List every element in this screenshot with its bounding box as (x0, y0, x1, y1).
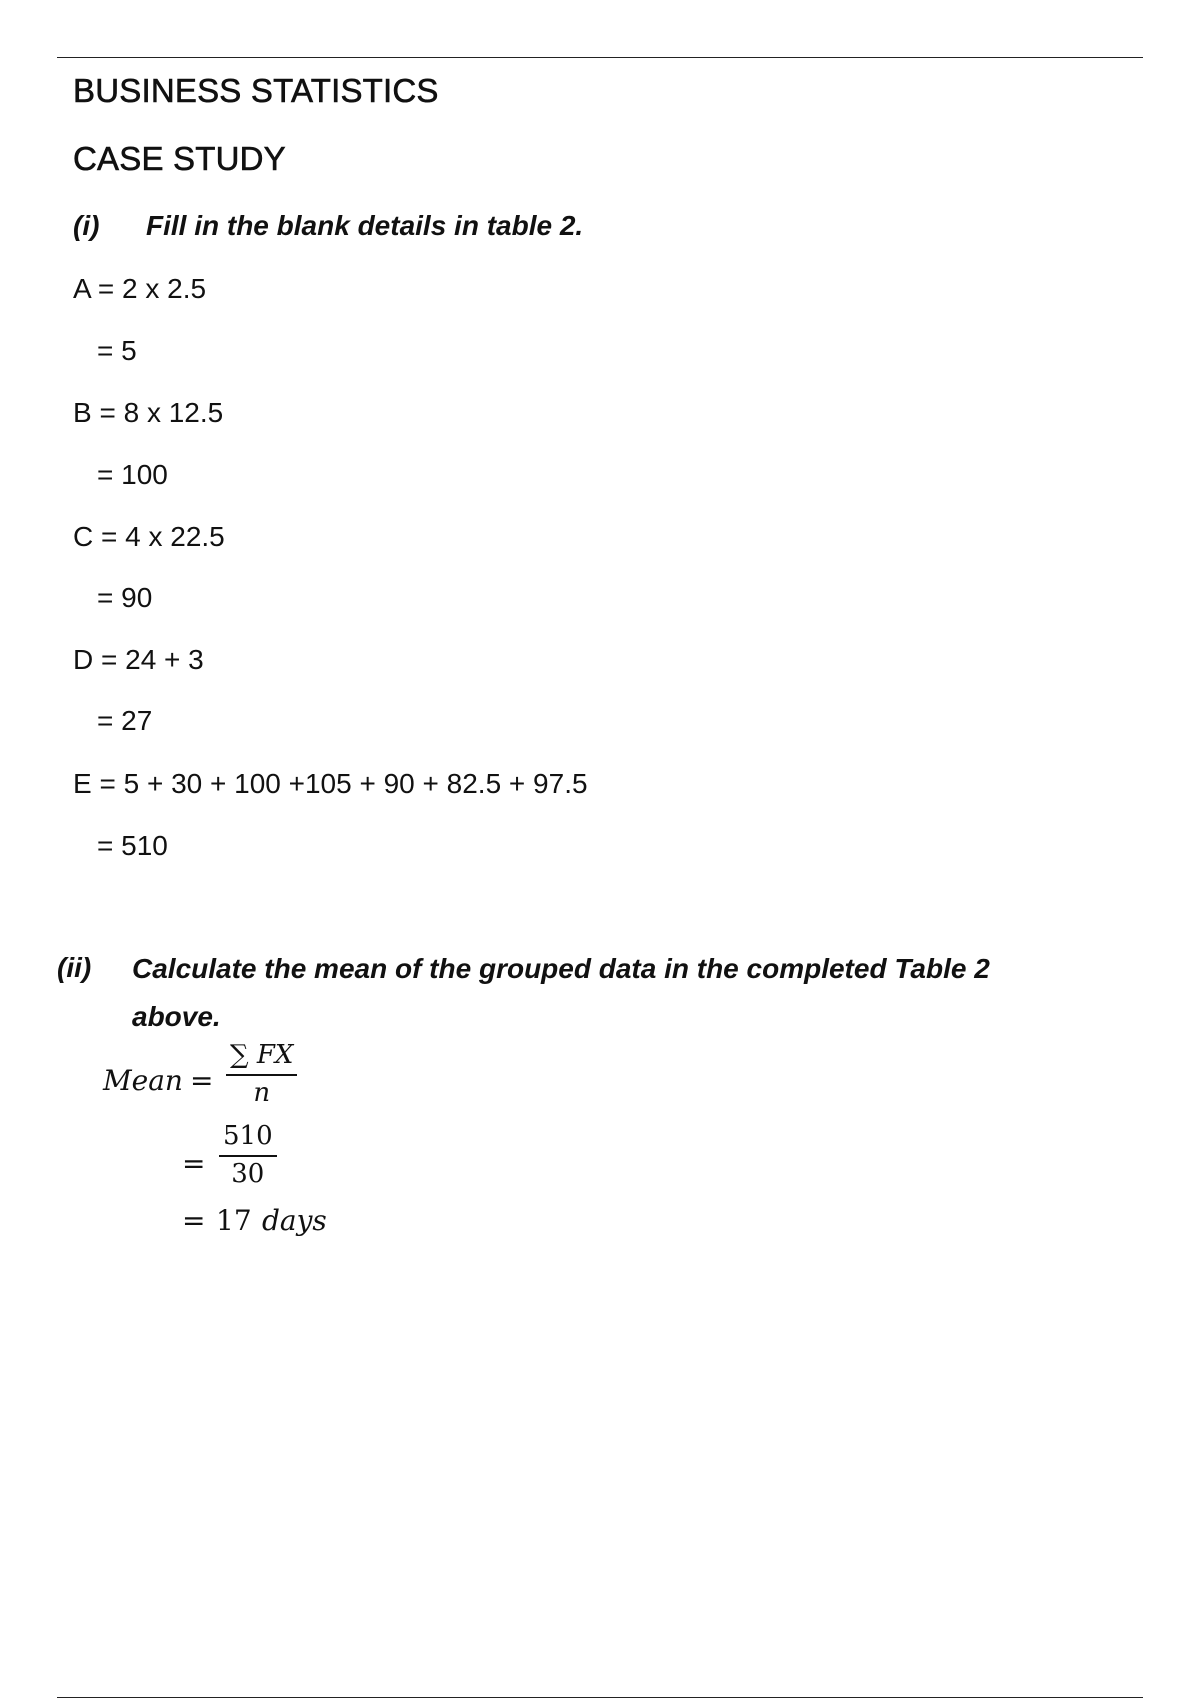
mean-label: Mean (103, 1064, 183, 1097)
calc-line-d-result: = 27 (97, 705, 153, 736)
document-title: BUSINESS STATISTICS (73, 72, 439, 109)
result-value: 17 (216, 1204, 252, 1237)
calc-line-b-result: = 100 (97, 459, 168, 490)
equals-sign-3: = (182, 1204, 206, 1237)
calc-line-a-result: = 5 (97, 335, 137, 366)
calc-line-c: C = 4 x 22.5 (73, 521, 225, 552)
fraction-2-denominator: 30 (231, 1159, 265, 1189)
equals-sign-1: = (190, 1064, 214, 1097)
calc-line-b: B = 8 x 12.5 (73, 397, 224, 428)
bottom-rule (57, 1697, 1143, 1698)
sum-fx-over-n-fraction (226, 1040, 297, 1108)
calc-line-e-result: = 510 (97, 830, 168, 861)
question-2-text-line-1: Calculate the mean of the grouped data in the completed Table 2 (132, 953, 990, 984)
510-over-30-fraction (219, 1121, 277, 1189)
result-unit: days (262, 1204, 327, 1237)
question-1-number: (i) (73, 210, 100, 241)
calc-line-c-result: = 90 (97, 582, 153, 613)
document-subtitle: CASE STUDY (73, 140, 286, 177)
question-2-text-line-2: above. (132, 1001, 221, 1032)
fraction-1-numerator: ∑ FX (226, 1040, 297, 1076)
question-1-text: Fill in the blank details in table 2. (146, 210, 584, 241)
fraction-1-denominator: n (253, 1078, 271, 1108)
question-2-number: (ii) (57, 952, 92, 983)
top-rule (57, 57, 1143, 58)
calc-line-e: E = 5 + 30 + 100 +105 + 90 + 82.5 + 97.5 (73, 768, 588, 799)
calc-line-d: D = 24 + 3 (73, 644, 204, 675)
equals-sign-2: = (182, 1147, 206, 1180)
question-2-text (132, 945, 990, 1041)
calc-line-a: A = 2 x 2.5 (73, 273, 207, 304)
fraction-2-numerator: 510 (219, 1121, 277, 1157)
